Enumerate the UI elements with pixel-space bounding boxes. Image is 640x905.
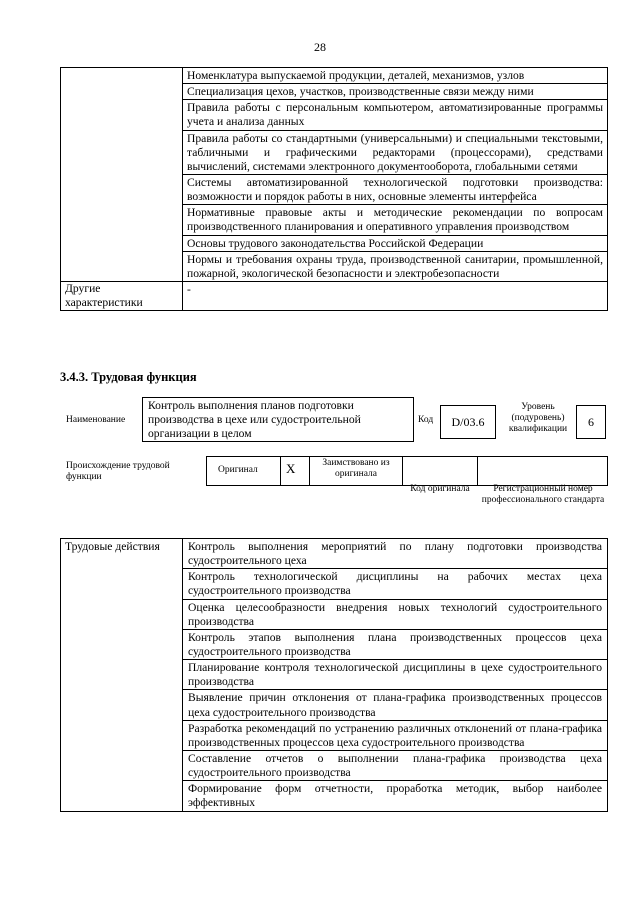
code-value: D/03.6 <box>451 415 485 429</box>
table-cell: Планирование контроля технологической дисциплины в цехе судостроительного производства <box>183 660 608 690</box>
divider <box>309 456 310 486</box>
table-cell: Специализация цехов, участков, производственные связи между ними <box>183 84 608 100</box>
table-cell: Контроль технологической дисциплины на рабочих местах цеха судостроительного производства <box>183 569 608 599</box>
table-cell: Контроль выполнения мероприятий по плану подготовки производства судостроительного цеха <box>183 539 608 569</box>
table-cell: Нормативные правовые акты и методические рекомендации по вопросам производственного планирования и оперативного управления производством <box>183 205 608 235</box>
origin-box <box>206 456 608 486</box>
code-value-box <box>440 405 496 439</box>
table-cell: Оценка целесообразности внедрения новых технологий судостроительного производства <box>183 599 608 629</box>
table-cell: Составление отчетов о выполнении плана-графика производства цеха судостроительного производства <box>183 750 608 780</box>
page-number: 28 <box>314 40 326 54</box>
code-label: Код <box>418 415 434 425</box>
table-cell: Контроль этапов выполнения плана производственных процессов цеха судостроительного производства <box>183 629 608 659</box>
origin-label: Происхождение трудовой функции <box>66 461 170 482</box>
function-name-value: Контроль выполнения планов подготовки производства в цехе или судостроительной организации в целом <box>148 399 361 441</box>
other-characteristics-value: - <box>183 281 608 310</box>
original-label: Оригинал <box>218 465 258 475</box>
table-cell-empty <box>61 68 183 282</box>
table-row <box>61 281 608 310</box>
labor-actions-table <box>60 538 608 812</box>
registration-number-caption: Регистрационный номер профессионального стандарта <box>481 484 605 505</box>
function-name-box <box>142 397 414 442</box>
original-code-caption: Код оригинала <box>410 484 470 494</box>
table-cell: Правила работы с персональным компьютером, автоматизированные программы учета и анализа данных <box>183 100 608 130</box>
table-row <box>61 68 608 84</box>
knowledge-table <box>60 67 608 311</box>
name-label: Наименование <box>66 415 126 425</box>
divider <box>402 456 403 486</box>
table-row <box>61 539 608 569</box>
level-label: Уровень (подуровень) квалификации <box>508 402 568 434</box>
table-cell: Правила работы со стандартными (универсальными) и специальными текстовыми, табличными и графическими редакторами (процессорами), средствами вычислений, системами электронного документооборота, глобальными сетями <box>183 130 608 174</box>
table-cell: Нормы и требования охраны труда, производственной санитарии, промышленной, пожарной, экологической безопасности и электробезопасности <box>183 251 608 281</box>
borrowed-label: Заимствовано из оригинала <box>322 458 390 479</box>
table-cell: Номенклатура выпускаемой продукции, деталей, механизмов, узлов <box>183 68 608 84</box>
table-cell: Выявление причин отклонения от плана-графика производственных процессов цеха судостроительного производства <box>183 690 608 720</box>
divider <box>477 456 478 486</box>
level-value-box <box>576 405 606 439</box>
table-cell: Разработка рекомендаций по устранению различных отклонений от плана-графика производственных процессов цеха судостроительного производства <box>183 720 608 750</box>
table-cell: Формирование форм отчетности, проработка методик, выбор наиболее эффективных <box>183 781 608 811</box>
level-value: 6 <box>588 415 594 429</box>
original-mark: X <box>286 461 296 476</box>
section-title: 3.4.3. Трудовая функция <box>60 370 197 384</box>
table-cell: Системы автоматизированной технологической подготовки производства: возможности и порядок работы в них, основные элементы интерфейса <box>183 174 608 204</box>
table-cell: Основы трудового законодательства Российской Федерации <box>183 235 608 251</box>
divider <box>280 456 281 486</box>
labor-actions-label: Трудовые действия <box>61 539 183 812</box>
other-characteristics-label: Другие характеристики <box>61 281 183 310</box>
